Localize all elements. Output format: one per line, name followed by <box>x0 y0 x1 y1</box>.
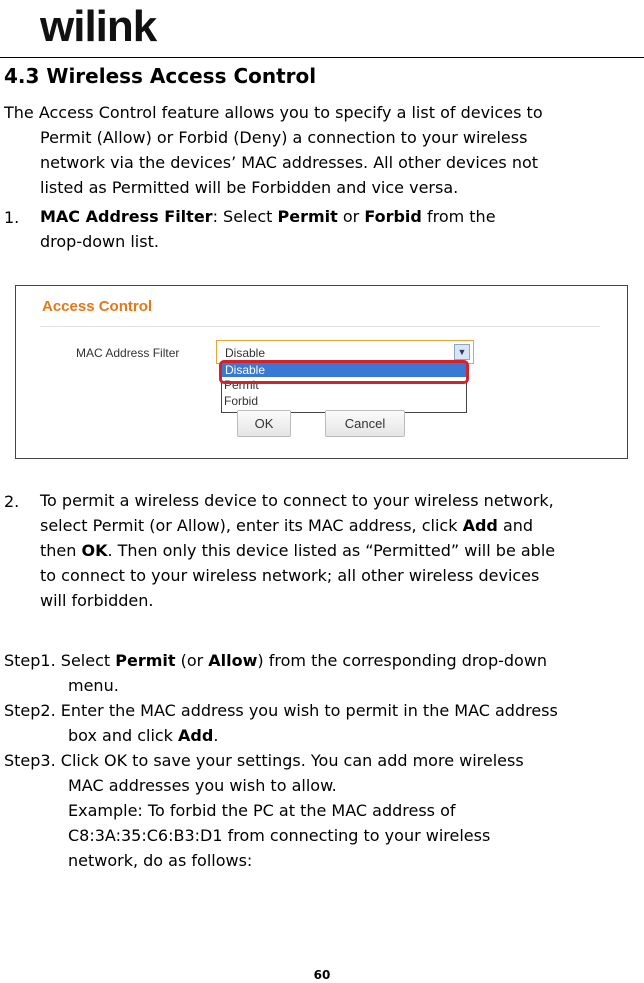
header-divider <box>0 57 644 58</box>
intro-paragraph <box>4 100 644 200</box>
mac-filter-label: MAC Address Filter <box>76 346 180 360</box>
term-ok: OK <box>81 541 108 560</box>
option-forbid[interactable]: Forbid <box>224 394 259 408</box>
highlight-box <box>219 360 469 384</box>
step-2: Step2. Enter the MAC address you wish to permit in the MAC address <box>4 701 558 720</box>
list-number: 1. <box>4 208 20 227</box>
text-run: ) from the corresponding drop-down <box>257 651 548 670</box>
text-run: To permit a wireless device to connect to your wireless network, <box>40 491 554 510</box>
text-run: box and click <box>68 726 179 745</box>
page-number: 60 <box>313 968 331 982</box>
panel-title: Access Control <box>42 298 153 315</box>
chevron-down-icon[interactable]: ▼ <box>454 344 470 360</box>
text-run: then <box>40 541 82 560</box>
text-run: from the <box>421 207 496 226</box>
intro-line: network via the devices’ MAC addresses. All other devices not <box>40 153 539 172</box>
term-allow: Allow <box>208 651 258 670</box>
panel-divider <box>40 326 600 327</box>
brand-logo: wilink <box>40 2 157 51</box>
text-run: network, do as follows: <box>68 851 253 870</box>
text-run: select Permit (or Allow), enter its MAC address, click <box>40 516 463 535</box>
text-run: : Select <box>212 207 278 226</box>
intro-line: The Access Control feature allows you to specify a list of devices to <box>4 103 543 122</box>
step-1 <box>4 648 644 673</box>
term-permit: Permit <box>115 651 176 670</box>
text-run: Step1. Select <box>4 651 116 670</box>
term-mac-filter: MAC Address Filter <box>40 207 213 226</box>
step-3: Step3. Click OK to save your settings. You can add more wireless <box>4 751 524 770</box>
list-number: 2. <box>4 492 20 511</box>
term-forbid: Forbid <box>364 207 422 226</box>
text-run: MAC addresses you wish to allow. <box>68 776 337 795</box>
option-label: Disable <box>225 363 266 377</box>
cancel-button[interactable]: Cancel <box>325 410 405 437</box>
text-run: C8:3A:35:C6:B3:D1 from connecting to your wireless <box>68 826 491 845</box>
term-add: Add <box>178 726 214 745</box>
text-run: . Then only this device listed as “Permitted” will be able <box>107 541 556 560</box>
section-title: 4.3 Wireless Access Control <box>4 64 317 88</box>
text-run: will forbidden. <box>40 591 154 610</box>
step-1-continuation: menu. <box>68 676 119 695</box>
ok-button[interactable]: OK <box>237 410 291 437</box>
text-run: or <box>337 207 365 226</box>
list-item-1 <box>40 204 640 254</box>
text-run: and <box>497 516 534 535</box>
step-3-continuation <box>68 773 640 873</box>
text-run: drop-down list. <box>40 232 159 251</box>
list-item-2 <box>40 488 640 613</box>
intro-line: listed as Permitted will be Forbidden and vice versa. <box>40 178 459 197</box>
select-value: Disable <box>225 346 266 360</box>
text-run: . <box>213 726 219 745</box>
text-run: to connect to your wireless network; all other wireless devices <box>40 566 540 585</box>
term-permit: Permit <box>277 207 338 226</box>
text-run: Example: To forbid the PC at the MAC address of <box>68 801 456 820</box>
step-2-continuation <box>68 723 640 748</box>
intro-line: Permit (Allow) or Forbid (Deny) a connection to your wireless <box>40 128 528 147</box>
term-add: Add <box>462 516 498 535</box>
access-control-screenshot <box>15 285 628 459</box>
option-permit[interactable]: Permit <box>224 378 259 392</box>
text-run: (or <box>175 651 209 670</box>
